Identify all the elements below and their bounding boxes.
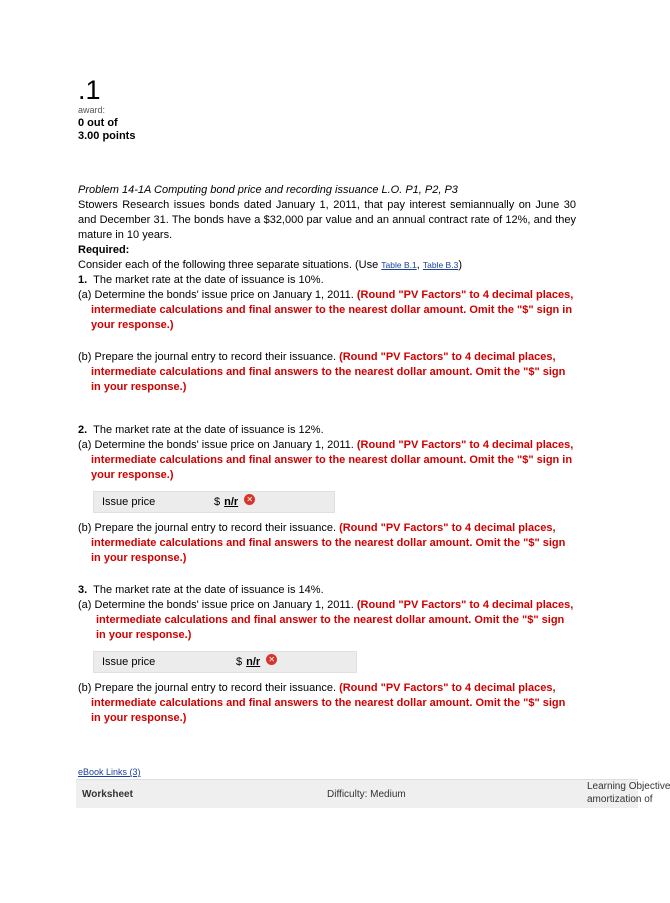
part-b-instruction: (Round "PV Factors" to 4 decimal places, intermediate calculations and final answers to the nearest dollar amount. Omit the "$" sign in your response.)	[91, 351, 566, 393]
x-circle-icon: ✕	[244, 494, 255, 505]
situation-3	[78, 583, 576, 598]
part-b-prefix: (b) Prepare the journal entry to record their issuance.	[78, 682, 340, 694]
currency-symbol: $	[236, 655, 243, 668]
problem-title: Problem 14-1A Computing bond price and recording issuance L.O. P1, P2, P3	[78, 184, 458, 196]
consider-text	[78, 258, 576, 273]
currency-symbol: $	[214, 495, 221, 508]
score-line-1: 0 out of	[78, 117, 118, 129]
situation-text: The market rate at the date of issuance is 12%.	[93, 424, 324, 436]
ebook-links[interactable]: eBook Links (3)	[78, 767, 141, 777]
situation-number: 3.	[78, 584, 88, 596]
part-b-instruction: (Round "PV Factors" to 4 decimal places, intermediate calculations and final answers to the nearest dollar amount. Omit the "$" sign in your response.)	[91, 522, 566, 564]
situation-text: The market rate at the date of issuance is 14%.	[93, 584, 324, 596]
part-a-instruction: (Round "PV Factors" to 4 decimal places, intermediate calculations and final answer to the nearest dollar amount. Omit the "$" sign in your response.)	[91, 439, 574, 481]
learning-objective	[587, 780, 670, 806]
issue-price-answer[interactable]: n/r	[246, 655, 261, 668]
part-b-instruction: (Round "PV Factors" to 4 decimal places, intermediate calculations and final answers to the nearest dollar amount. Omit the "$" sign in your response.)	[91, 682, 566, 724]
situation-number: 1.	[78, 274, 88, 286]
part-b-prefix: (b) Prepare the journal entry to record their issuance.	[78, 351, 340, 363]
situation-3-part-a	[78, 598, 576, 643]
score	[78, 117, 198, 143]
learning-objective-line-2: amortization of	[587, 794, 653, 805]
situation-1	[78, 273, 576, 288]
part-a-prefix: (a) Determine the bonds' issue price on January 1, 2011.	[78, 439, 357, 451]
part-a-instruction: (Round "PV Factors" to 4 decimal places, intermediate calculations and final answer to the nearest dollar amount. Omit the "$" sign in your response.)	[91, 289, 574, 331]
table-b3-link[interactable]: Table B.3	[422, 260, 459, 270]
score-line-2: 3.00 points	[78, 130, 136, 142]
question-number: .1	[78, 75, 101, 105]
link-separator: ,	[416, 259, 423, 271]
problem-intro: Stowers Research issues bonds dated January 1, 2011, that pay interest semiannually on June 30 and December 31. The bonds have a $32,000 par value and an annual contract rate of 12%, and they mature in 10 years.	[78, 199, 576, 241]
table-b1-link[interactable]: Table B.1	[381, 260, 417, 270]
worksheet-link[interactable]: Worksheet	[82, 789, 133, 800]
issue-price-row	[93, 651, 357, 673]
x-circle-icon: ✕	[266, 654, 277, 665]
problem-content	[78, 183, 576, 726]
situation-1-part-b	[78, 350, 576, 395]
situation-1-part-a	[78, 288, 576, 333]
situation-2-part-a	[78, 438, 576, 483]
learning-objective-line-1: Learning Objective	[587, 781, 670, 792]
difficulty-label: Difficulty: Medium	[327, 789, 406, 800]
part-b-prefix: (b) Prepare the journal entry to record their issuance.	[78, 522, 340, 534]
consider-text-body: Consider each of the following three separate situations. (Use	[78, 259, 382, 271]
required-label: Required:	[78, 244, 130, 256]
part-a-prefix: (a) Determine the bonds' issue price on January 1, 2011.	[78, 599, 357, 611]
issue-price-row	[93, 491, 335, 513]
award-label: award:	[78, 105, 106, 115]
footer-bar	[76, 779, 670, 808]
situation-number: 2.	[78, 424, 88, 436]
situation-text: The market rate at the date of issuance is 10%.	[93, 274, 324, 286]
situation-3-part-b	[78, 681, 576, 726]
issue-price-answer[interactable]: n/r	[224, 495, 239, 508]
situation-2-part-b	[78, 521, 576, 566]
part-a-prefix: (a) Determine the bonds' issue price on January 1, 2011.	[78, 289, 357, 301]
consider-close: )	[458, 259, 462, 271]
part-a-instruction: (Round "PV Factors" to 4 decimal places, intermediate calculations and final answer to the nearest dollar amount. Omit the "$" sign in your response.)	[96, 599, 574, 641]
situation-2	[78, 423, 576, 438]
issue-price-label: Issue price	[102, 495, 156, 508]
issue-price-label: Issue price	[102, 655, 156, 668]
